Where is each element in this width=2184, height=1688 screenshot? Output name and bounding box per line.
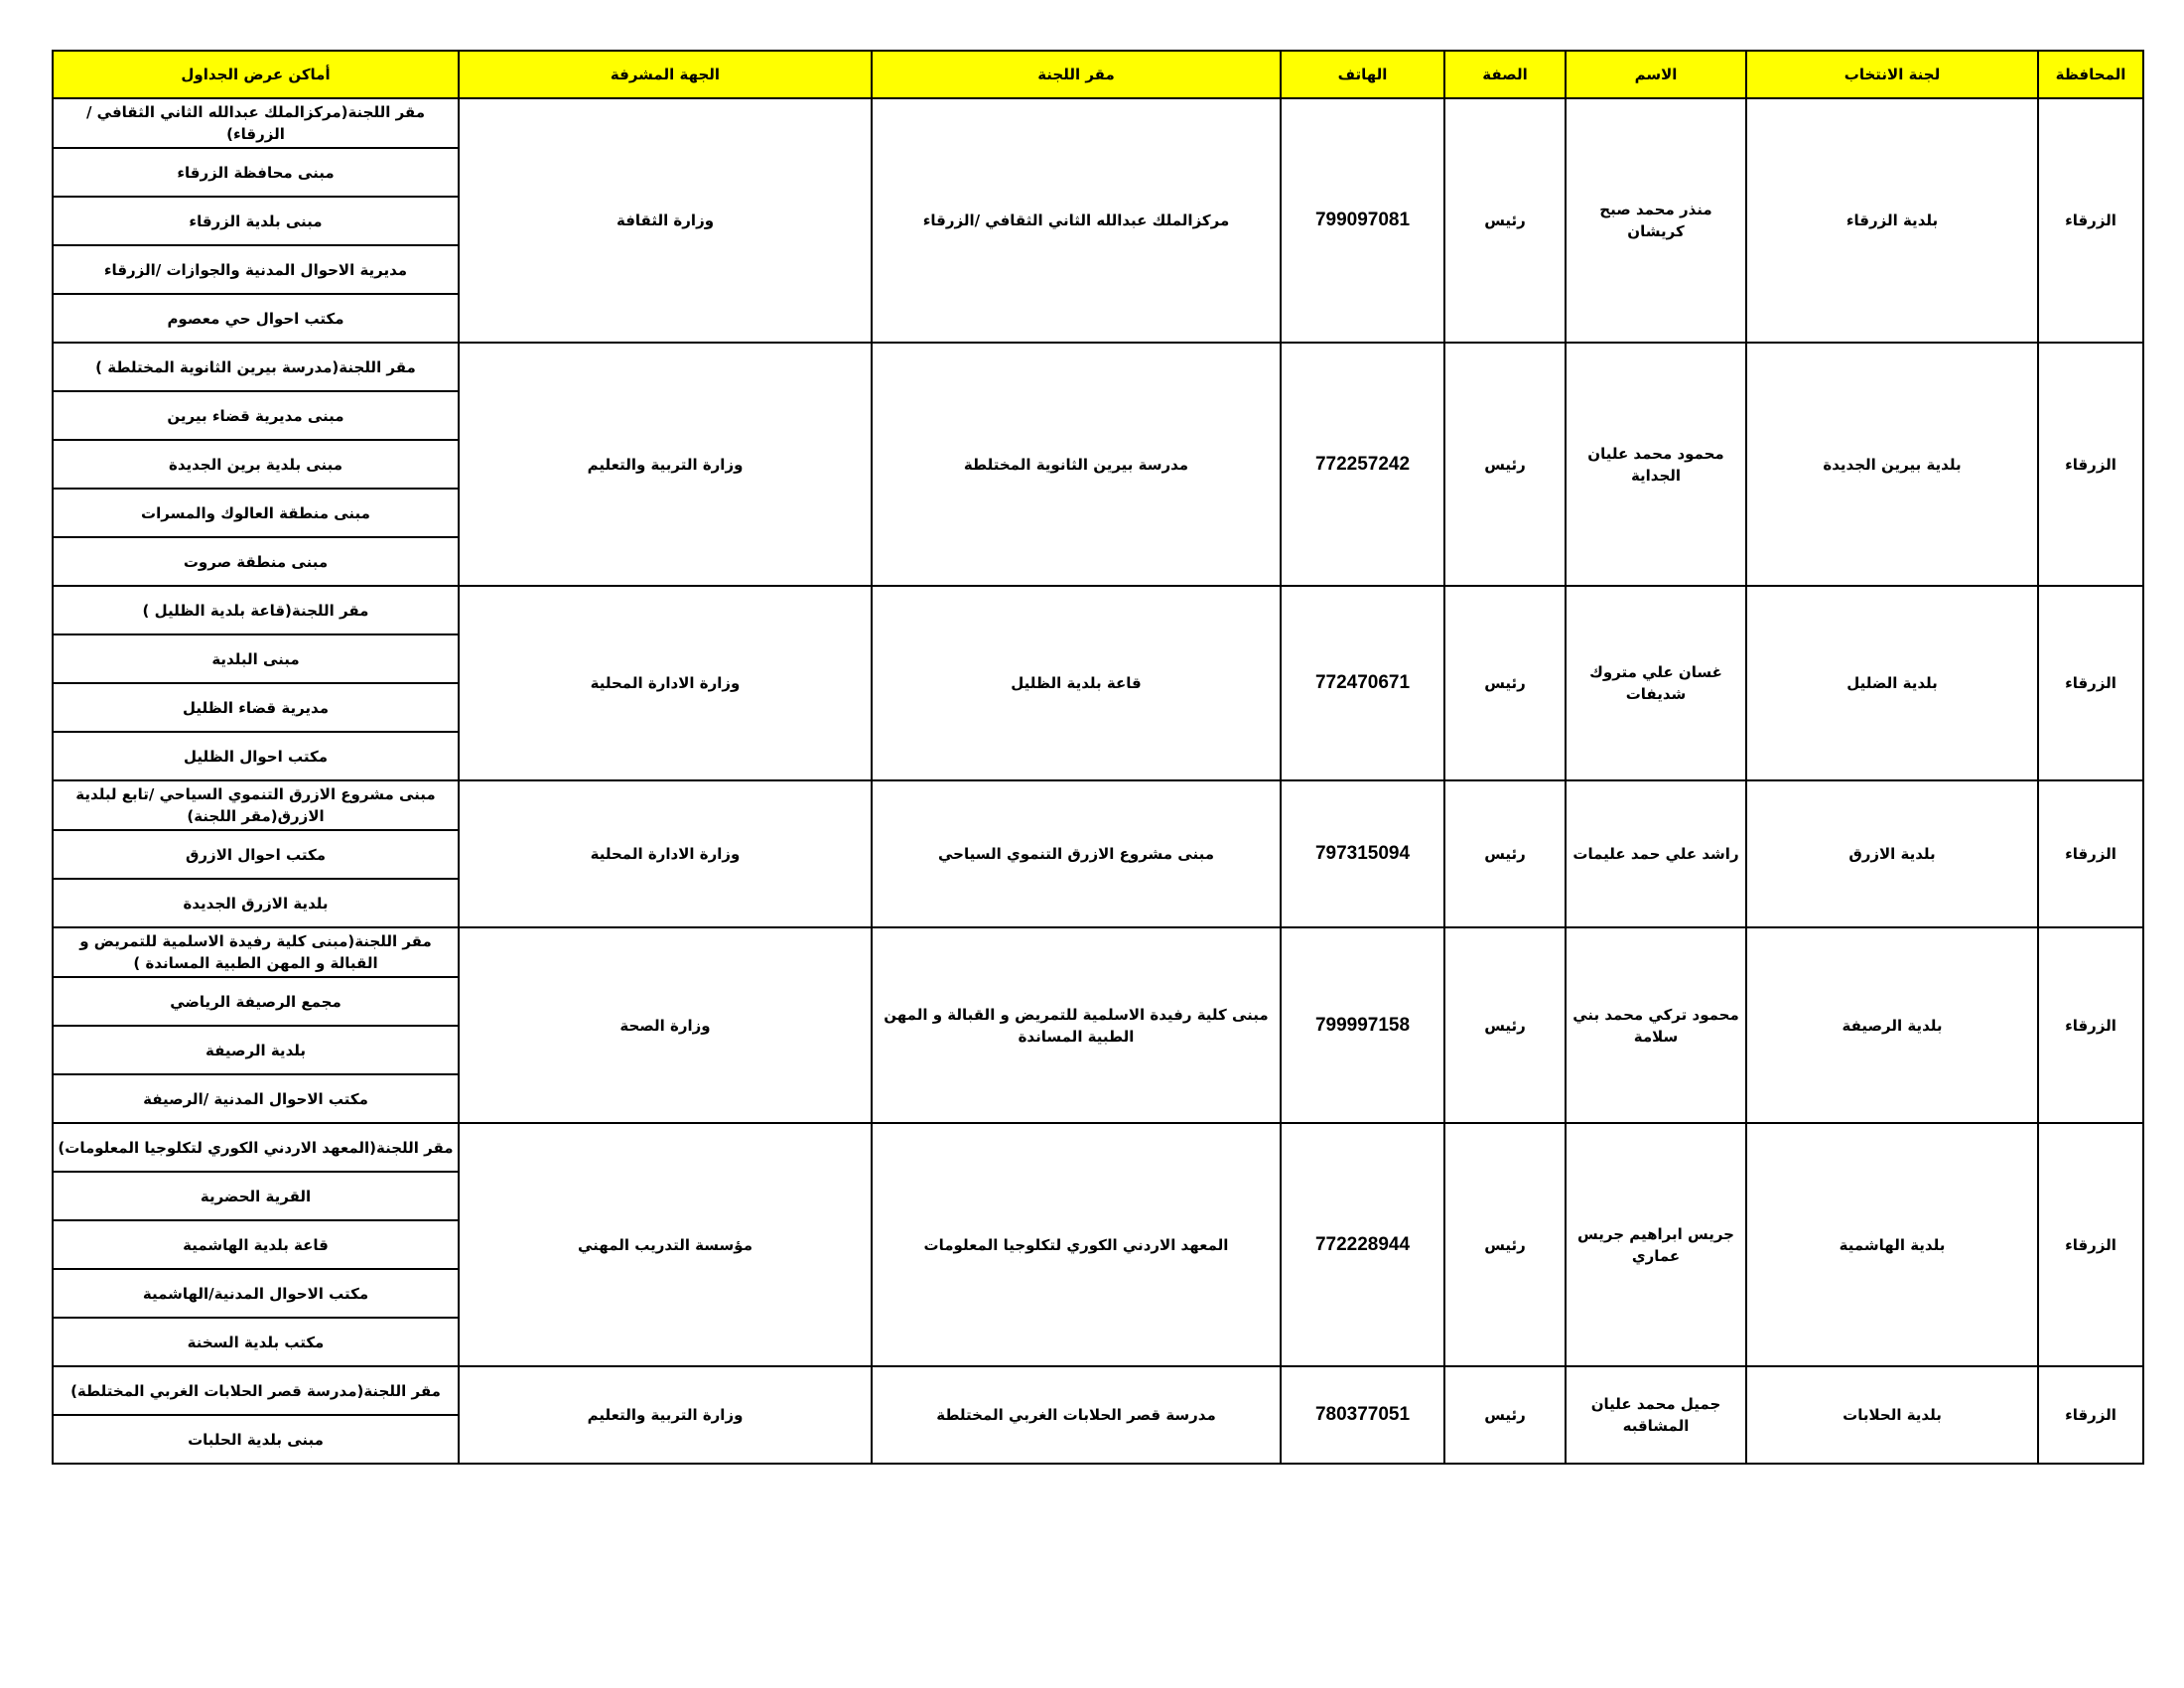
cell-supervisor: وزارة الادارة المحلية (459, 780, 872, 927)
cell-committee: بلدية الحلابات (1746, 1366, 2038, 1464)
cell-venue: مبنى بلدية برين الجديدة (53, 440, 459, 489)
cell-venue: مقر اللجنة(مدرسة قصر الحلابات الغربي المختلطة) (53, 1366, 459, 1415)
cell-hq: مبنى كلية رفيدة الاسلمية للتمريض و القبالة و المهن الطبية المساندة (872, 927, 1281, 1123)
cell-name: جميل محمد عليان المشاقبه (1566, 1366, 1746, 1464)
cell-committee: بلدية الرصيفة (1746, 927, 2038, 1123)
header-supervisor: الجهة المشرفة (459, 51, 872, 98)
header-committee: لجنة الانتخاب (1746, 51, 2038, 98)
cell-position: رئيس (1444, 343, 1566, 586)
cell-committee: بلدية بيرين الجديدة (1746, 343, 2038, 586)
cell-venue: مجمع الرصيفة الرياضي (53, 977, 459, 1026)
table-row (53, 343, 2143, 391)
table-row (53, 1123, 2143, 1172)
table-row (53, 927, 2143, 977)
cell-governorate: الزرقاء (2038, 780, 2143, 927)
cell-venue: مكتب احوال الازرق (53, 830, 459, 879)
cell-venue: مقر اللجنة(مبنى كلية رفيدة الاسلمية للتمريض و القبالة و المهن الطبية المساندة ) (53, 927, 459, 977)
cell-name: جريس ابراهيم جريس عماري (1566, 1123, 1746, 1366)
table-row (53, 98, 2143, 148)
cell-supervisor: وزارة الصحة (459, 927, 872, 1123)
cell-venue: بلدية الرصيفة (53, 1026, 459, 1074)
header-position: الصفة (1444, 51, 1566, 98)
cell-name: محمود تركي محمد بني سلامة (1566, 927, 1746, 1123)
cell-phone: 780377051 (1281, 1366, 1444, 1464)
cell-venue: مبنى البلدية (53, 634, 459, 683)
header-phone: الهاتف (1281, 51, 1444, 98)
cell-venue: مبنى منطقة العالوك والمسرات (53, 489, 459, 537)
cell-venue: مكتب احوال الظليل (53, 732, 459, 780)
cell-venue: مبنى محافظة الزرقاء (53, 148, 459, 197)
header-hq: مقر اللجنة (872, 51, 1281, 98)
header-venues: أماكن عرض الجداول (53, 51, 459, 98)
cell-hq: مركزالملك عبدالله الثاني الثقافي /الزرقاء (872, 98, 1281, 343)
cell-governorate: الزرقاء (2038, 98, 2143, 343)
cell-phone: 797315094 (1281, 780, 1444, 927)
cell-phone: 799997158 (1281, 927, 1444, 1123)
cell-venue: مبنى مشروع الازرق التنموي السياحي /تابع لبلدية الازرق(مقر اللجنة) (53, 780, 459, 830)
cell-hq: المعهد الاردني الكوري لتكلوجيا المعلومات (872, 1123, 1281, 1366)
table-row (53, 1366, 2143, 1415)
cell-committee: بلدية الزرقاء (1746, 98, 2038, 343)
cell-venue: مكتب بلدية السخنة (53, 1318, 459, 1366)
cell-hq: مدرسة قصر الحلابات الغربي المختلطة (872, 1366, 1281, 1464)
cell-venue: بلدية الازرق الجديدة (53, 879, 459, 927)
table-row (53, 586, 2143, 634)
cell-phone: 772257242 (1281, 343, 1444, 586)
header-row (53, 51, 2143, 98)
cell-venue: مبنى مديرية قضاء بيرين (53, 391, 459, 440)
cell-supervisor: وزارة التربية والتعليم (459, 343, 872, 586)
cell-venue: مقر اللجنة(قاعة بلدية الظليل ) (53, 586, 459, 634)
cell-venue: مديرية قضاء الظليل (53, 683, 459, 732)
cell-venue: مقر اللجنة(مدرسة بيرين الثانوية المختلطة ) (53, 343, 459, 391)
cell-supervisor: وزارة الثقافة (459, 98, 872, 343)
cell-position: رئيس (1444, 98, 1566, 343)
cell-venue: مبنى بلدية الحلبات (53, 1415, 459, 1464)
cell-position: رئيس (1444, 780, 1566, 927)
table-body (53, 98, 2143, 1464)
table-row (53, 780, 2143, 830)
cell-governorate: الزرقاء (2038, 1123, 2143, 1366)
cell-phone: 772470671 (1281, 586, 1444, 780)
cell-venue: مبنى منطقة صروت (53, 537, 459, 586)
cell-governorate: الزرقاء (2038, 343, 2143, 586)
cell-name: محمود محمد عليان الجداية (1566, 343, 1746, 586)
cell-hq: مبنى مشروع الازرق التنموي السياحي (872, 780, 1281, 927)
cell-committee: بلدية الهاشمية (1746, 1123, 2038, 1366)
cell-venue: مديرية الاحوال المدنية والجوازات /الزرقاء (53, 245, 459, 294)
header-governorate: المحافظة (2038, 51, 2143, 98)
cell-venue: القرية الحضرية (53, 1172, 459, 1220)
cell-committee: بلدية الازرق (1746, 780, 2038, 927)
cell-supervisor: مؤسسة التدريب المهني (459, 1123, 872, 1366)
cell-phone: 772228944 (1281, 1123, 1444, 1366)
cell-committee: بلدية الضليل (1746, 586, 2038, 780)
cell-position: رئيس (1444, 927, 1566, 1123)
cell-hq: قاعة بلدية الظليل (872, 586, 1281, 780)
cell-phone: 799097081 (1281, 98, 1444, 343)
cell-position: رئيس (1444, 1366, 1566, 1464)
cell-supervisor: وزارة الادارة المحلية (459, 586, 872, 780)
cell-venue: مقر اللجنة(المعهد الاردني الكوري لتكلوجيا المعلومات) (53, 1123, 459, 1172)
header-name: الاسم (1566, 51, 1746, 98)
cell-position: رئيس (1444, 1123, 1566, 1366)
cell-name: منذر محمد صبح كريشان (1566, 98, 1746, 343)
cell-governorate: الزرقاء (2038, 927, 2143, 1123)
cell-venue: مقر اللجنة(مركزالملك عبدالله الثاني الثقافي /الزرقاء) (53, 98, 459, 148)
cell-venue: مكتب الاحوال المدنية /الرصيفة (53, 1074, 459, 1123)
cell-governorate: الزرقاء (2038, 586, 2143, 780)
cell-venue: مكتب احوال حي معصوم (53, 294, 459, 343)
cell-name: غسان علي متروك شديفات (1566, 586, 1746, 780)
cell-position: رئيس (1444, 586, 1566, 780)
cell-supervisor: وزارة التربية والتعليم (459, 1366, 872, 1464)
cell-venue: قاعة بلدية الهاشمية (53, 1220, 459, 1269)
cell-venue: مكتب الاحوال المدنية/الهاشمية (53, 1269, 459, 1318)
committees-table (52, 50, 2144, 1465)
cell-venue: مبنى بلدية الزرقاء (53, 197, 459, 245)
cell-name: راشد علي حمد عليمات (1566, 780, 1746, 927)
cell-governorate: الزرقاء (2038, 1366, 2143, 1464)
cell-hq: مدرسة بيرين الثانوية المختلطة (872, 343, 1281, 586)
